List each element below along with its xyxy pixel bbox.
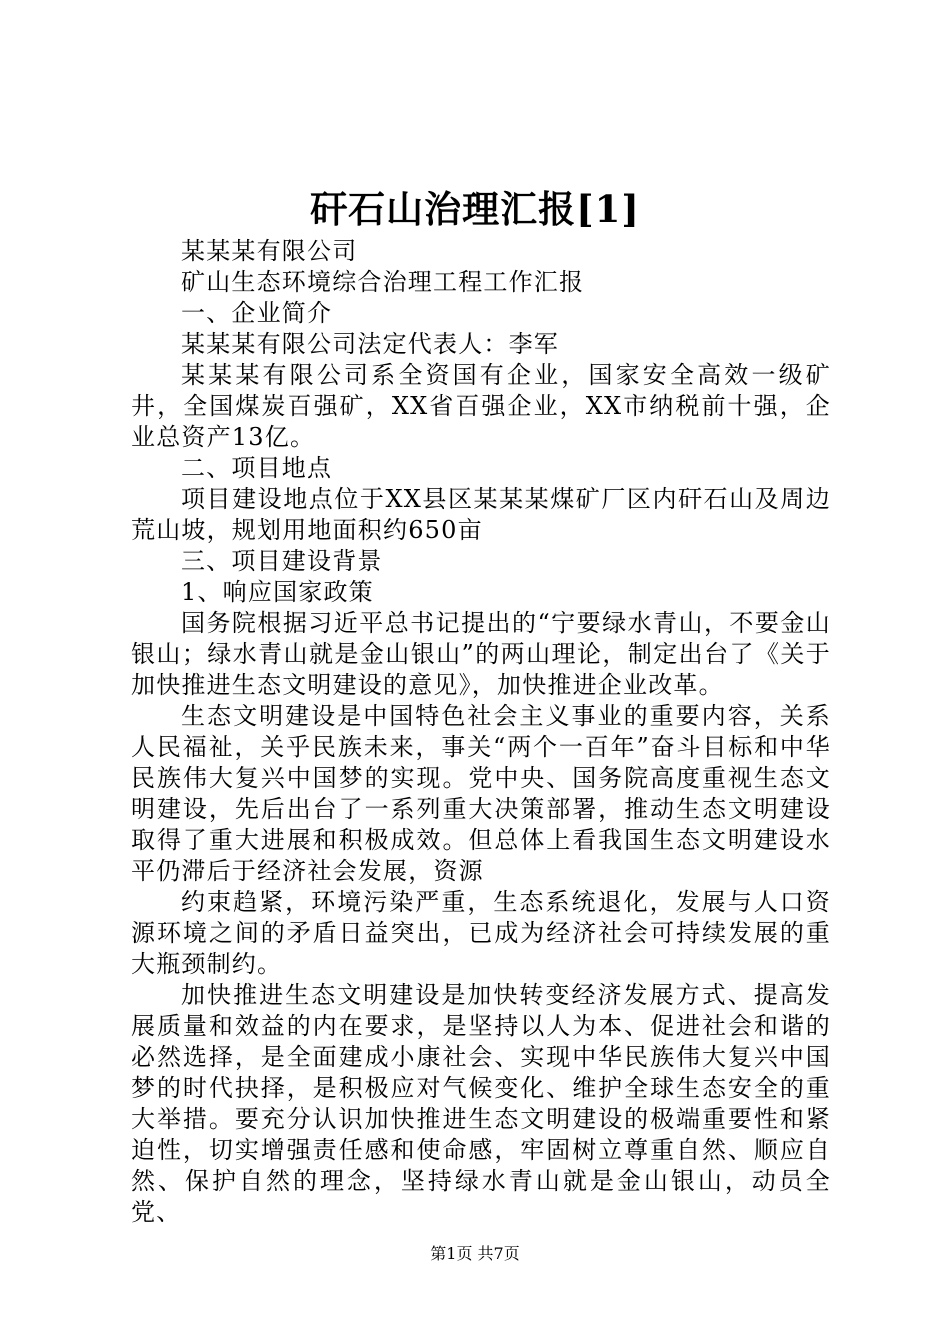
subheading-national-policy: 1、响应国家政策 xyxy=(181,578,374,606)
paragraph-company-desc: 某某某有限公司系全资国有企业，国家安全高效一级矿井，全国煤炭百强矿，XX省百强企业，XX市纳税前十强，企业总资产13亿。 xyxy=(131,361,831,451)
heading-project-location: 二、项目地点 xyxy=(181,454,333,482)
paragraph-eco-civilization: 生态文明建设是中国特色社会主义事业的重要内容，关系人民福祉，关乎民族未来，事关“两个一百年”奋斗目标和中华民族伟大复兴中国梦的实现。党中央、国务院高度重视生态文明建设，先后出台了一系列重大决策部署，推动生态文明建设取得了重大进展和积极成效。但总体上看我国生态文明建设水平仍滞后于经济社会发展，资源 xyxy=(131,702,831,885)
document-body xyxy=(131,236,831,1228)
document-title: 矸石山治理汇报[1] xyxy=(310,187,640,231)
paragraph-report-name: 矿山生态环境综合治理工程工作汇报 xyxy=(181,268,585,296)
paragraph-location-desc: 项目建设地点位于XX县区某某某煤矿厂区内矸石山及周边荒山坡，规划用地面积约650亩 xyxy=(131,485,831,544)
paragraph-accelerate: 加快推进生态文明建设是加快转变经济发展方式、提高发展质量和效益的内在要求，是坚持以人为本、促进社会和谐的必然选择，是全面建成小康社会、实现中华民族伟大复兴中国梦的时代抉择，是积极应对气候变化、维护全球生态安全的重大举措。要充分认识加快推进生态文明建设的极端重要性和紧迫性，切实增强责任感和使命感，牢固树立尊重自然、顺应自然、保护自然的理念，坚持绿水青山就是金山银山，动员全党、 xyxy=(131,981,831,1226)
paragraph-company: 某某某有限公司 xyxy=(181,237,358,265)
paragraph-state-council: 国务院根据习近平总书记提出的“宁要绿水青山，不要金山银山；绿水青山就是金山银山”的两山理论，制定出台了《关于加快推进生态文明建设的意见》，加快推进企业改革。 xyxy=(131,609,831,699)
page-footer: 第1页 共7页 xyxy=(430,1244,520,1263)
paragraph-legal-rep: 某某某有限公司法定代表人：李军 xyxy=(181,330,559,358)
heading-company-profile: 一、企业简介 xyxy=(181,299,333,327)
heading-project-background: 三、项目建设背景 xyxy=(181,547,383,575)
paragraph-constraints: 约束趋紧，环境污染严重，生态系统退化，发展与人口资源环境之间的矛盾日益突出，已成为经济社会可持续发展的重大瓶颈制约。 xyxy=(131,888,831,978)
